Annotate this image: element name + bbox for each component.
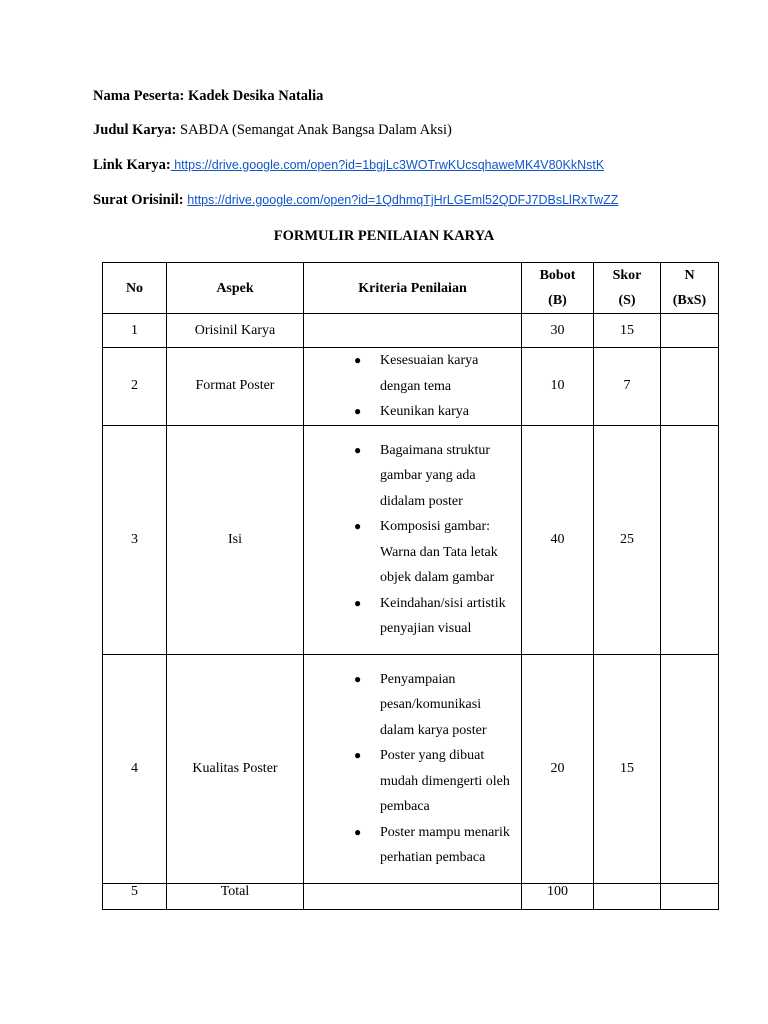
row-n xyxy=(661,425,719,654)
table-row xyxy=(103,425,719,654)
assessment-table xyxy=(102,262,719,910)
criteria-item: ● Poster yang dibuat mudah dimengerti oleh pembaca xyxy=(354,748,510,814)
row-skor: 25 xyxy=(594,425,661,654)
row-skor xyxy=(594,883,661,909)
work-title xyxy=(93,122,452,139)
row-n xyxy=(661,314,719,348)
criteria-item: ● Poster mampu menarik perhatian pembaca xyxy=(354,824,510,865)
work-title-value: SABDA (Semangat Anak Bangsa Dalam Aksi) xyxy=(180,122,452,138)
row-no: 5 xyxy=(103,883,167,909)
row-skor: 15 xyxy=(594,314,661,348)
participant-name: Nama Peserta: Kadek Desika Natalia xyxy=(93,88,324,104)
row-bobot: 20 xyxy=(522,654,594,883)
row-n xyxy=(661,348,719,426)
form-title: FORMULIR PENILAIAN KARYA xyxy=(273,228,495,244)
row-aspek: Orisinil Karya xyxy=(167,314,304,348)
row-kriteria xyxy=(304,348,522,426)
work-title-label: Judul Karya: xyxy=(93,122,177,138)
row-no: 4 xyxy=(103,654,167,883)
originality-letter xyxy=(93,192,618,209)
row-aspek: Total xyxy=(167,883,304,909)
row-bobot: 10 xyxy=(522,348,594,426)
row-n xyxy=(661,654,719,883)
row-aspek: Isi xyxy=(167,425,304,654)
header-aspek: Aspek xyxy=(167,263,304,314)
work-link-url[interactable]: https://drive.google.com/open?id=1bgjLc3WOTrwKUcsqhaweMK4V80KkNstK xyxy=(170,158,605,172)
row-no: 3 xyxy=(103,425,167,654)
work-link xyxy=(93,157,604,174)
row-skor: 15 xyxy=(594,654,661,883)
row-kriteria xyxy=(304,883,522,909)
header-kriteria: Kriteria Penilaian xyxy=(304,263,522,314)
table-row xyxy=(103,348,719,426)
originality-letter-label: Surat Orisinil: xyxy=(93,192,184,208)
row-kriteria xyxy=(304,314,522,348)
table-row xyxy=(103,314,719,348)
row-aspek: Format Poster xyxy=(167,348,304,426)
criteria-item: ● Bagaimana struktur gambar yang ada didalam poster xyxy=(354,442,491,509)
row-n xyxy=(661,883,719,909)
row-no: 2 xyxy=(103,348,167,426)
criteria-item: ● Penyampaian pesan/komunikasi dalam karya poster xyxy=(354,671,487,738)
header-n: N (BxS) xyxy=(661,263,719,314)
table-row-total xyxy=(103,883,719,909)
table-row xyxy=(103,654,719,883)
originality-letter-url[interactable]: https://drive.google.com/open?id=1QdhmqTjHrLGEml52QDFJ7DBsLlRxTwZZ xyxy=(187,193,619,207)
criteria-item: ● Keindahan/sisi artistik penyajian visual xyxy=(354,595,506,636)
table-header-row xyxy=(103,263,719,314)
header-skor: Skor (S) xyxy=(594,263,661,314)
row-bobot: 30 xyxy=(522,314,594,348)
header-bobot: Bobot (B) xyxy=(522,263,594,314)
row-no: 1 xyxy=(103,314,167,348)
criteria-item: ● Keunikan karya xyxy=(354,404,470,419)
work-link-label: Link Karya: xyxy=(93,157,171,173)
row-aspek: Kualitas Poster xyxy=(167,654,304,883)
row-skor: 7 xyxy=(594,348,661,426)
criteria-item: ● Kesesuaian karya dengan tema xyxy=(354,353,479,394)
header-no: No xyxy=(103,263,167,314)
row-kriteria xyxy=(304,654,522,883)
criteria-item: ● Komposisi gambar: Warna dan Tata letak objek dalam gambar xyxy=(354,519,498,585)
row-kriteria xyxy=(304,425,522,654)
row-bobot: 40 xyxy=(522,425,594,654)
row-bobot: 100 xyxy=(522,883,594,909)
